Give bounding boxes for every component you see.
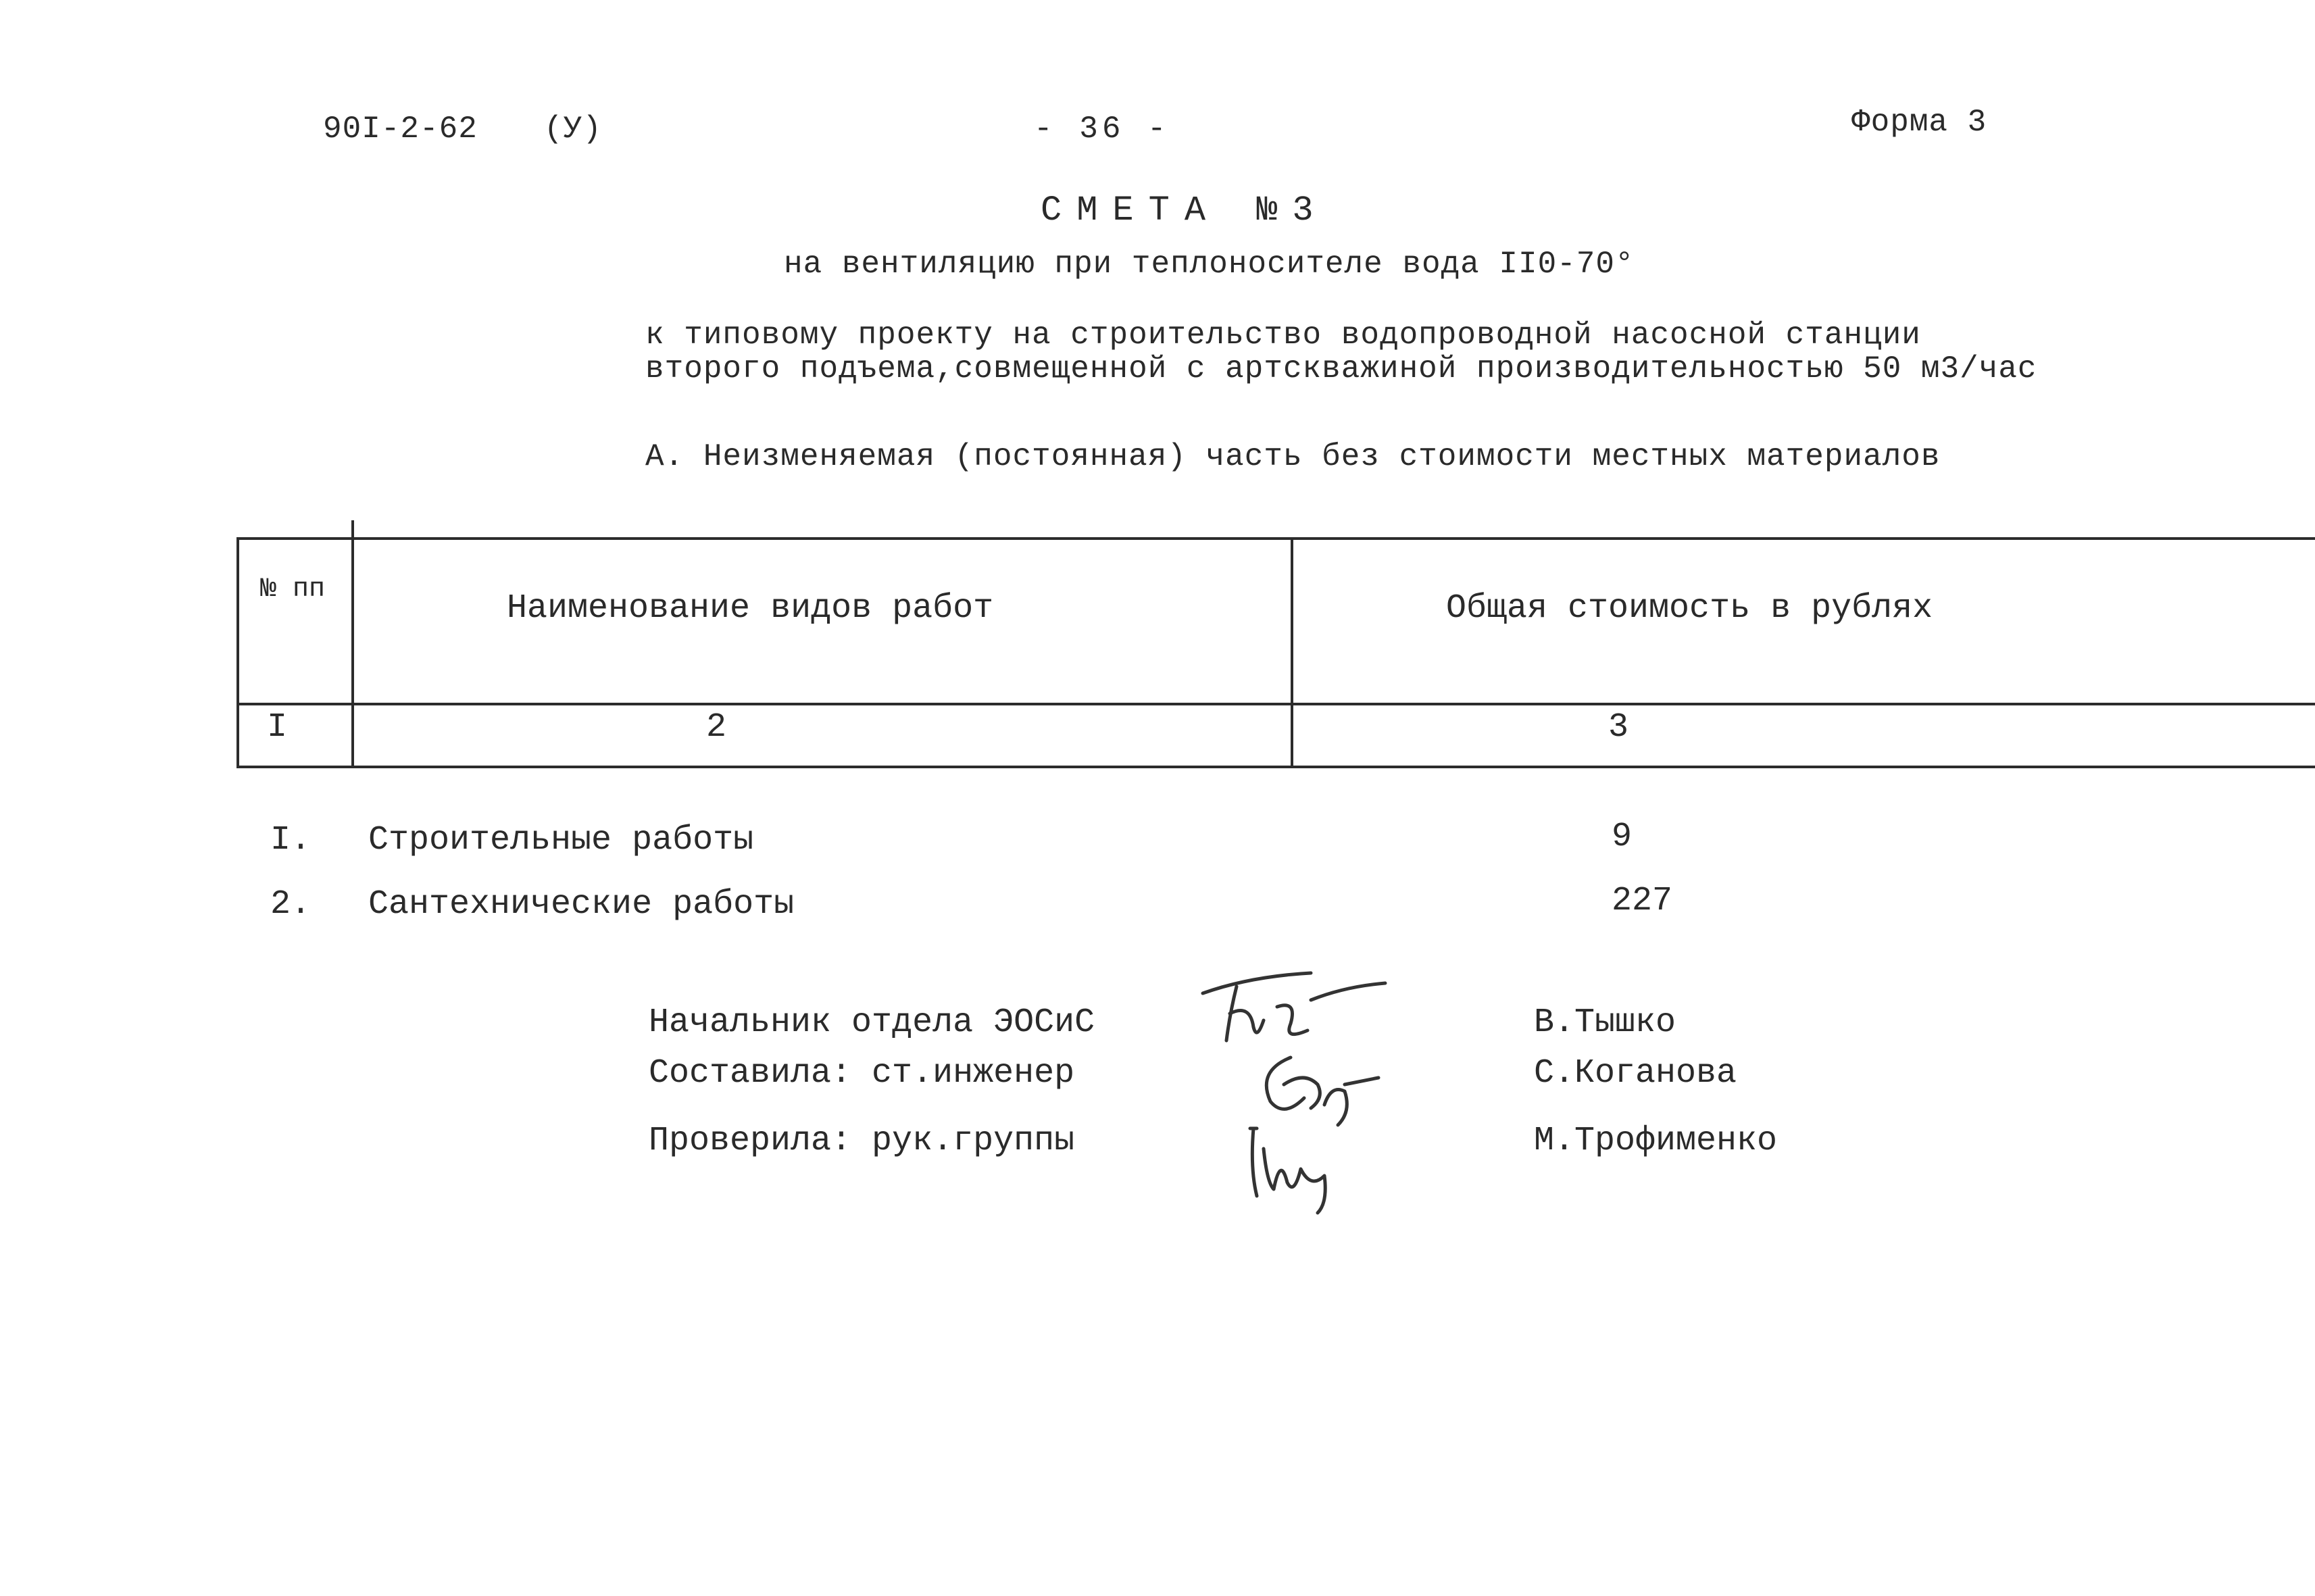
column-header-number: № пп [260,574,326,605]
column-header-cost: Общая стоимость в рублях [1446,589,1933,628]
signer-name: В.Тышко [1534,1003,1676,1042]
table-col-divider-1 [351,520,354,768]
table-col-divider-2 [1291,537,1293,768]
row-number: I. [270,821,312,859]
table-bottom-rule [237,766,2315,768]
row-number: 2. [270,885,312,924]
signer-role: Начальник отдела ЭОСиС [649,1003,1095,1042]
row-cost: 227 [1612,882,1673,920]
row-cost: 9 [1612,818,1633,856]
page-number: - 36 - [1034,111,1170,147]
signature-1 [1189,966,1392,1054]
project-line-1: к типовому проекту на строительство водопроводной насосной станции [645,318,1921,353]
document-subject: на вентиляцию при теплоносителе вода II0-70° [784,247,1635,282]
form-label: Форма 3 [1851,105,1987,140]
row-name: Строительные работы [368,821,754,859]
column-header-name: Наименование видов работ [507,589,994,628]
column-number-1: I [267,708,288,747]
signer-name: М.Трофименко [1534,1122,1778,1160]
document-code: 90I-2-62 [323,111,478,147]
signer-role: Составила: ст.инженер [649,1054,1075,1093]
column-number-3: 3 [1608,708,1629,747]
row-name: Сантехнические работы [368,885,795,924]
signature-3 [1237,1115,1372,1216]
document-variant: (У) [544,111,602,147]
signer-role: Проверила: рук.группы [649,1122,1075,1160]
table-top-rule [237,537,2315,540]
project-line-2: второго подъема,совмещенной с артскважиной производительностью 50 м3/час [645,351,2037,386]
column-number-2: 2 [706,708,727,747]
document-title: СМЕТА №3 [1041,191,1328,230]
signer-name: С.Коганова [1534,1054,1737,1093]
table-left-border [237,537,239,768]
section-heading: А. Неизменяемая (постоянная) часть без стоимости местных материалов [645,439,1941,474]
table-header-rule [237,703,2315,705]
